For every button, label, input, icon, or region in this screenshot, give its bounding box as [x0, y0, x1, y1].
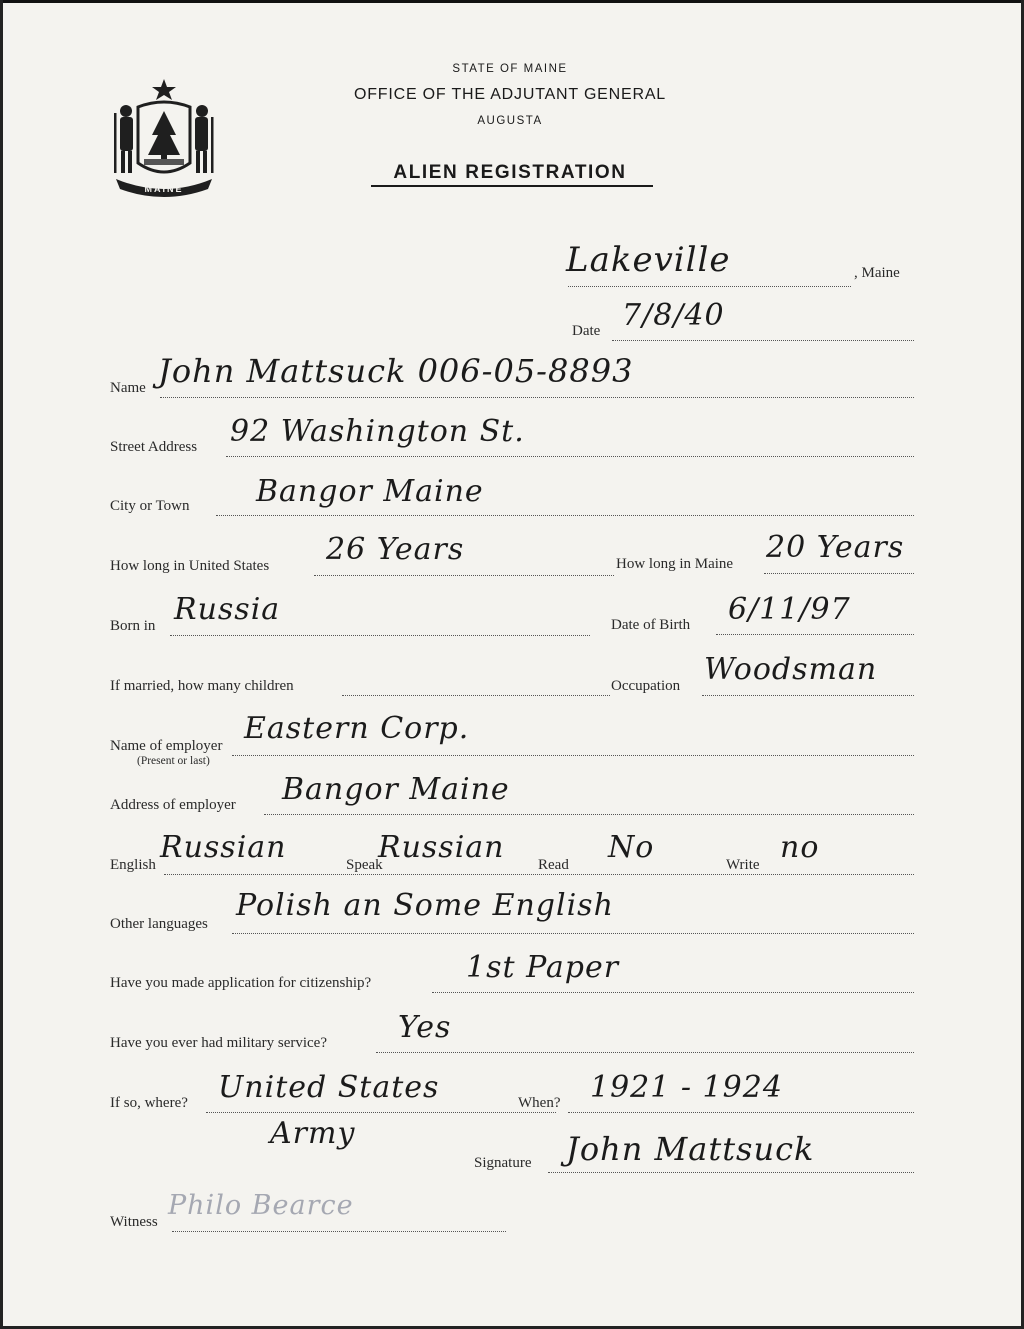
when-value: 1921 - 1924: [590, 1070, 783, 1105]
when-label: When?: [518, 1095, 561, 1111]
town-value: Lakeville: [566, 240, 731, 280]
name-value: John Mattsuck 006-05-8893: [158, 352, 634, 390]
other-languages-label: Other languages: [110, 916, 208, 932]
scan-border-top: [0, 0, 1024, 3]
military-line: [376, 1052, 914, 1053]
citizenship-label: Have you made application for citizenship?: [110, 975, 372, 991]
occupation-value: Woodsman: [704, 652, 878, 687]
other-languages-line: [232, 933, 914, 934]
date-of-birth-line: [716, 634, 914, 635]
military-label: Have you ever had military service?: [110, 1035, 327, 1051]
form-title: ALIEN REGISTRATION: [393, 162, 627, 183]
maine-suffix-label: , Maine: [854, 265, 900, 281]
employer-name-line: [232, 755, 914, 756]
employer-address-value: Bangor Maine: [282, 772, 510, 807]
employer-address-label: Address of employer: [110, 797, 236, 813]
english-label: English: [110, 857, 156, 873]
when-line: [568, 1112, 914, 1113]
header-state: STATE OF MAINE: [452, 63, 568, 75]
speak-value: Russian: [378, 830, 505, 865]
how-long-us-label: How long in United States: [110, 558, 270, 574]
where-line: [206, 1112, 556, 1113]
how-long-maine-line: [764, 573, 914, 574]
date-label: Date: [572, 323, 601, 339]
speak-label: Speak: [346, 857, 383, 873]
how-long-maine-value: 20 Years: [766, 530, 905, 565]
citizenship-line: [432, 992, 914, 993]
write-label: Write: [726, 857, 760, 873]
town-line: [568, 286, 851, 287]
occupation-line: [702, 695, 914, 696]
header-city: AUGUSTA: [477, 115, 543, 127]
born-in-label: Born in: [110, 618, 156, 634]
how-long-maine-label: How long in Maine: [616, 556, 734, 572]
how-long-us-value: 26 Years: [326, 532, 465, 567]
street-address-value: 92 Washington St.: [230, 414, 525, 449]
header-office: OFFICE OF THE ADJUTANT GENERAL: [353, 86, 667, 103]
state-seal-icon: [108, 73, 220, 203]
city-or-town-value: Bangor Maine: [256, 474, 484, 509]
occupation-label: Occupation: [611, 678, 681, 694]
other-languages-value: Polish an Some English: [236, 888, 614, 923]
witness-line: [172, 1231, 506, 1232]
scan-border-left: [0, 0, 3, 1329]
date-of-birth-value: 6/11/97: [728, 592, 851, 627]
where-value-line1: United States: [218, 1070, 440, 1105]
english-value: Russian: [160, 830, 287, 865]
signature-value: John Mattsuck: [566, 1130, 815, 1168]
read-value: No: [608, 830, 655, 865]
witness-value: Philo Bearce: [168, 1190, 354, 1221]
date-value: 7/8/40: [622, 298, 725, 333]
language-line: [164, 874, 914, 875]
date-of-birth-label: Date of Birth: [611, 617, 691, 633]
employer-name-value: Eastern Corp.: [244, 711, 470, 746]
born-in-value: Russia: [174, 592, 281, 627]
seal-banner-text: MAINE: [144, 184, 184, 194]
where-label: If so, where?: [110, 1095, 188, 1111]
title-underline: [371, 185, 653, 187]
children-line: [342, 695, 610, 696]
employer-name-label: Name of employer: [110, 738, 223, 754]
signature-label: Signature: [474, 1155, 532, 1171]
signature-line: [548, 1172, 914, 1173]
where-value-line2: Army: [270, 1116, 356, 1151]
city-or-town-line: [216, 515, 914, 516]
children-label: If married, how many children: [110, 678, 294, 694]
born-in-line: [170, 635, 590, 636]
city-or-town-label: City or Town: [110, 498, 190, 514]
name-label: Name: [110, 380, 146, 396]
employer-note-label: (Present or last): [137, 755, 210, 767]
how-long-us-line: [314, 575, 614, 576]
write-value: no: [780, 830, 820, 865]
street-address-label: Street Address: [110, 439, 198, 455]
employer-address-line: [264, 814, 914, 815]
military-value: Yes: [398, 1010, 452, 1045]
citizenship-value: 1st Paper: [466, 950, 620, 985]
read-label: Read: [538, 857, 569, 873]
street-address-line: [226, 456, 914, 457]
name-line: [160, 397, 914, 398]
date-line: [612, 340, 914, 341]
witness-label: Witness: [110, 1214, 158, 1230]
